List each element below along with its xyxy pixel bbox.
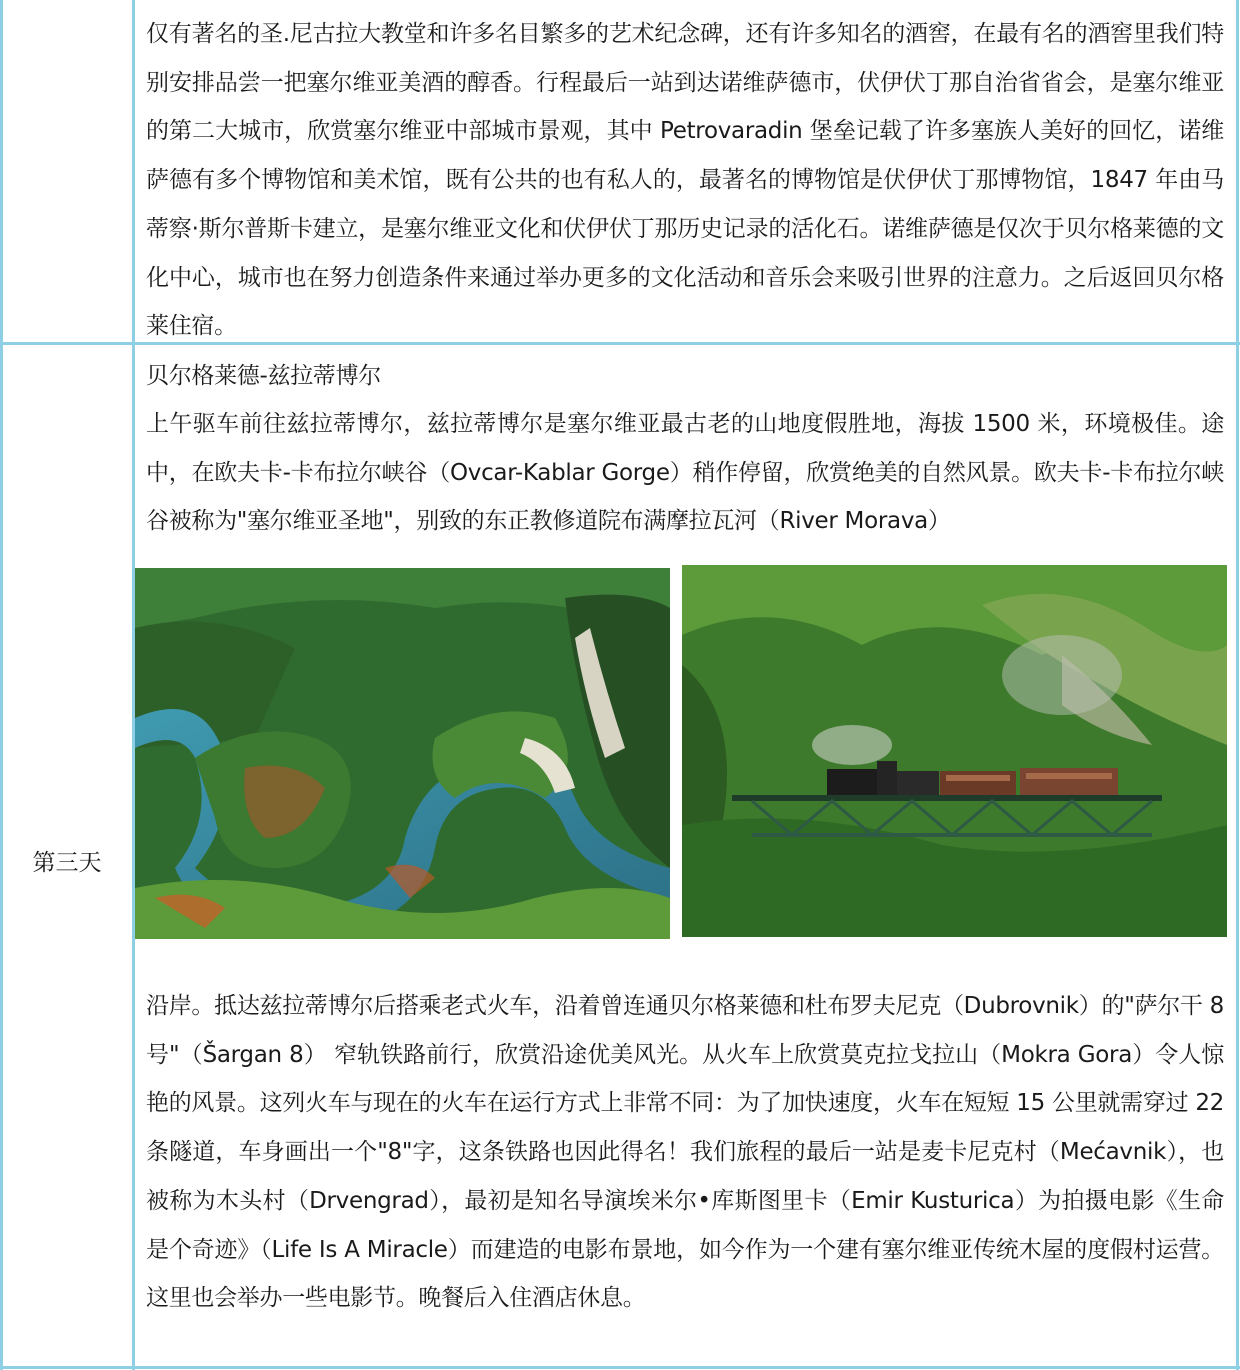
day3-description-part2: 沿岸。抵达兹拉蒂博尔后搭乘老式火车，沿着曾连通贝尔格莱德和杜布罗夫尼克（Dubrovnik）的"萨尔干 8 号"（Šargan 8） 窄轨铁路前行，欣赏沿途优美风光。从火车上欣赏莫克拉戈拉山（Mokra Gora）令人惊艳的风景。这列火车与现在的火车在运行方式上非常不同：为了加快速度，火车在短短 15 公里就需穿过 22 条隧道，车身画出一个"8"字，这条铁路也因此得名！我们旅程的最后一站是麦卡尼克村（Mećavnik），也被称为木头村（Drvengrad），最初是知名导演埃米尔•库斯图里卡（Emir Kusturica）为拍摄电影《生命是个奇迹》（Life Is A Miracle）而建造的电影布景地，如今作为一个建有塞尔维亚传统木屋的度假村运营。这里也会举办一些电影节。晚餐后入住酒店休息。	[146, 993, 1224, 1312]
day3-description-part1: 上午驱车前往兹拉蒂博尔，兹拉蒂博尔是塞尔维亚最古老的山地度假胜地，海拔 1500 米，环境极佳。途中，在欧夫卡-卡布拉尔峡谷（Ovcar-Kablar Gorge）稍作停留，欣赏绝美的自然风景。欧夫卡-卡布拉尔峡谷被称为"塞尔维亚圣地"，别致的东正教修道院布满摩拉瓦河（River Morava）	[146, 411, 1224, 535]
day-label: 第三天	[32, 850, 102, 876]
steam-train-bridge-photo	[682, 565, 1227, 937]
canyon-meander-photo	[135, 568, 670, 939]
table-border-bottom	[0, 1366, 1240, 1369]
day3-route-title: 贝尔格莱德-兹拉蒂博尔	[146, 363, 381, 389]
table-border-left	[0, 0, 3, 1370]
day2-continued-description: 仅有著名的圣.尼古拉大教堂和许多名目繁多的艺术纪念碑，还有许多知名的酒窖，在最有名的酒窖里我们特别安排品尝一把塞尔维亚美酒的醇香。行程最后一站到达诺维萨德市，伏伊伏丁那自治省省会，是塞尔维亚的第二大城市，欣赏塞尔维亚中部城市景观，其中 Petrovaradin 堡垒记载了许多塞族人美好的回忆，诺维萨德有多个博物馆和美术馆，既有公共的也有私人的，最著名的博物馆是伏伊伏丁那博物馆，1847 年由马蒂察·斯尔普斯卡建立，是塞尔维亚文化和伏伊伏丁那历史记录的活化石。诺维萨德是仅次于贝尔格莱德的文化中心，城市也在努力创造条件来通过举办更多的文化活动和音乐会来吸引世界的注意力。之后返回贝尔格莱住宿。	[146, 21, 1224, 340]
table-border-right	[1236, 0, 1239, 1370]
